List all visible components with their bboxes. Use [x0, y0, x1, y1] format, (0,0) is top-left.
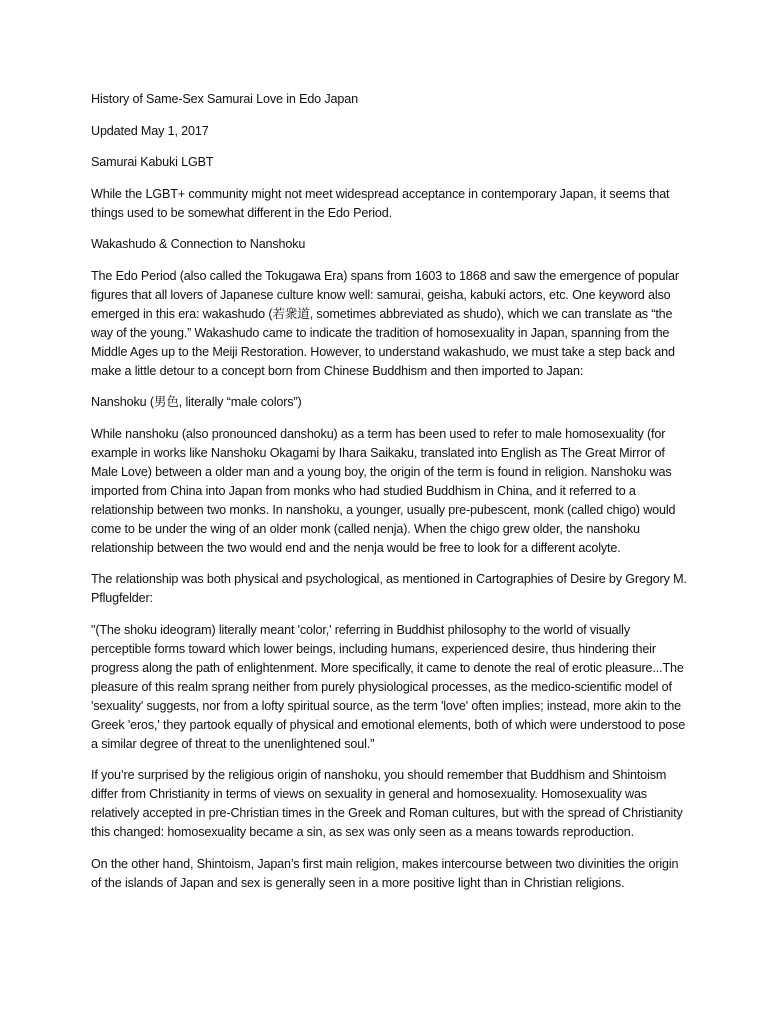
document-page — [91, 90, 689, 905]
paragraph-nanshoku-term: While nanshoku (also pronounced danshoku) as a term has been used to refer to male homosexuality (for example in works like Nanshoku Okagami by Ihara Saikaku, translated into English as The Great Mirror of Male Love) between a older man and a young boy, the origin of the term is found in religion. Nanshoku was imported from China into Japan from monks who had studied Buddhism in China, and it referred to a relationship between two monks. In nanshoku, a younger, usually pre-pubescent, monk (called chigo) would come to be under the wing of an older monk (called nenja). When the chigo grew older, the nanshoku relationship between the two would end and the nenja would be free to look for a different acolyte. — [91, 426, 676, 555]
section-heading-nanshoku: Nanshoku (男色, literally “male colors”) — [91, 395, 302, 409]
document-title: History of Same-Sex Samurai Love in Edo Japan — [91, 92, 358, 106]
section-heading-wakashudo: Wakashudo & Connection to Nanshoku — [91, 237, 306, 251]
paragraph-edo-period: The Edo Period (also called the Tokugawa Era) spans from 1603 to 1868 and saw the emergence of popular figures that all lovers of Japanese culture know well: samurai, geisha, kabuki actors, etc. One keyword also emerged in this era: wakashudo (若衆道, sometimes abbreviated as shudo), which we can translate as “the way of the young.” Wakashudo came to indicate the tradition of homosexuality in Japan, spanning from the Middle Ages up to the Meiji Restoration. However, to understand wakashudo, we must take a step back and make a little detour to a concept born from Chinese Buddhism and then imported to Japan: — [91, 268, 679, 378]
tag-line: Samurai Kabuki LGBT — [91, 155, 214, 169]
quote-paragraph: "(The shoku ideogram) literally meant 'color,' referring in Buddhist philosophy to the world of visually perceptible forms toward which lower beings, including humans, experienced desire, thus hindering their progress along the path of enlightenment. More specifically, it came to denote the real of erotic pleasure...The pleasure of this realm sprang neither from purely physiological processes, as the medico-scientific model of 'sexuality' suggests, nor from a lofty spiritual source, as the term 'love' often implies; instead, more akin to the Greek 'eros,' they partook equally of physical and emotional elements, both of which were understood to pose a similar degree of threat to the unenlightened soul." — [91, 622, 686, 751]
paragraph-religious-origin: If you’re surprised by the religious origin of nanshoku, you should remember that Buddhism and Shintoism differ from Christianity in terms of views on sexuality in general and homosexuality. Homosexuality was relatively accepted in pre-Christian times in the Greek and Roman cultures, but with the spread of Christianity this changed: homosexuality became a sin, as sex was only seen as a means towards reproduction. — [91, 768, 683, 839]
paragraph-shintoism: On the other hand, Shintoism, Japan’s first main religion, makes intercourse between two divinities the origin of the islands of Japan and sex is generally seen in a more positive light than in Christian religions. — [91, 856, 679, 890]
paragraph-relationship: The relationship was both physical and psychological, as mentioned in Cartographies of Desire by Gregory M. Pflugfelder: — [91, 572, 687, 605]
intro-paragraph: While the LGBT+ community might not meet widespread acceptance in contemporary Japan, it seems that things used to be somewhat different in the Edo Period. — [91, 186, 670, 220]
updated-date: Updated May 1, 2017 — [91, 123, 209, 138]
